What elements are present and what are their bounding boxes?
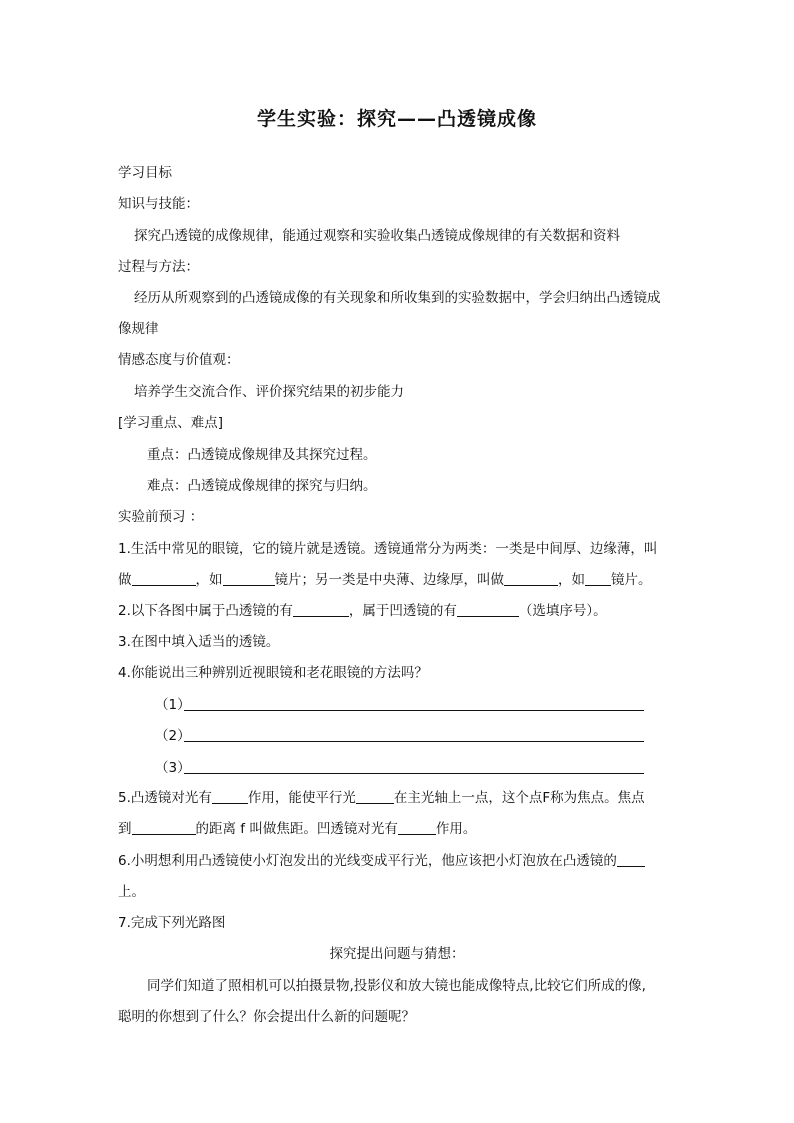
q4-item-label-2: （2） (155, 728, 191, 744)
q2-text-b: ，属于凹透镜的有 (348, 603, 457, 619)
q1-text-d: ，如 (558, 572, 585, 588)
q5-text-a: 5.凸透镜对光有 (118, 790, 212, 806)
q5-text-c: 在主光轴上一点，这个点F称为焦点。焦点 (393, 790, 645, 806)
explore-heading: 探究提出问题与猜想： (329, 946, 465, 962)
question-4: 4.你能说出三种辨别近视眼镜和老花眼镜的方法吗？ (118, 665, 428, 681)
answer-blank[interactable] (132, 571, 196, 586)
q1-text-a: 做 (118, 572, 132, 588)
q4-answer-line-3[interactable] (184, 773, 644, 774)
knowledge-heading: 知识与技能： (118, 196, 199, 212)
document-title: 学生实验：探究——凸透镜成像 (256, 108, 537, 130)
answer-blank[interactable] (212, 789, 248, 804)
keypoint-text: 重点：凸透镜成像规律及其探究过程。 (147, 447, 377, 463)
answer-blank[interactable] (504, 571, 558, 586)
process-heading: 过程与方法： (118, 259, 199, 275)
q6-text: 6.小明想利用凸透镜使小灯泡发出的光线变成平行光，他应该把小灯泡放在凸透镜的 (118, 853, 617, 869)
question-6-line-2: 上。 (118, 884, 145, 900)
answer-blank[interactable] (223, 571, 275, 586)
q1-text-b: ，如 (195, 572, 223, 588)
q4-answer-line-2[interactable] (184, 741, 644, 742)
goal-heading: 学习目标 (118, 165, 172, 181)
q4-item-label-3: （3） (155, 760, 191, 776)
q5-text-d: 到 (118, 821, 132, 837)
q5-text-f: 作用。 (435, 821, 477, 837)
q1-text-c: 镜片；另一类是中央薄、边缘厚，叫做 (274, 572, 504, 588)
question-5-line-1 (118, 789, 645, 807)
answer-blank[interactable] (457, 602, 519, 617)
explore-text-2: 聪明的你想到了什么？你会提出什么新的问题呢？ (118, 1009, 415, 1025)
answer-blank[interactable] (585, 571, 611, 586)
emotion-text: 培养学生交流合作、评价探究结果的初步能力 (134, 384, 404, 400)
q4-answer-line-1[interactable] (184, 710, 644, 711)
question-5-line-2 (118, 820, 476, 838)
answer-blank[interactable] (617, 852, 645, 867)
process-text-1: 经历从所观察到的凸透镜成像的有关现象和所收集到的实验数据中，学会归纳出凸透镜成 (134, 290, 661, 306)
q5-text-b: 作用，能使平行光 (247, 790, 356, 806)
knowledge-text: 探究凸透镜的成像规律，能通过观察和实验收集凸透镜成像规律的有关数据和资料 (134, 228, 620, 244)
question-2 (118, 602, 607, 620)
question-3: 3.在图中填入适当的透镜。 (118, 634, 280, 650)
process-text-2: 像规律 (118, 321, 159, 337)
answer-blank[interactable] (293, 602, 349, 617)
question-1-line-1: 1.生活中常见的眼镜，它的镜片就是透镜。透镜通常分为两类：一类是中间厚、边缘薄，叫 (118, 541, 658, 557)
keypoints-heading: [学习重点、难点] (118, 415, 224, 431)
answer-blank[interactable] (398, 820, 436, 835)
q2-text-c: （选填序号）。 (518, 603, 607, 619)
question-7: 7.完成下列光路图 (118, 915, 226, 931)
answer-blank[interactable] (356, 789, 394, 804)
emotion-heading: 情感态度与价值观： (118, 352, 240, 368)
q5-text-e: 的距离 f 叫做焦距。凹透镜对光有 (195, 821, 398, 837)
difficulty-text: 难点：凸透镜成像规律的探究与归纳。 (147, 478, 377, 494)
q2-text-a: 2.以下各图中属于凸透镜的有 (118, 603, 293, 619)
q4-item-label-1: （1） (155, 697, 191, 713)
question-1-line-2 (118, 571, 652, 589)
answer-blank[interactable] (132, 820, 196, 835)
question-6-line-1 (118, 852, 645, 870)
explore-text-1: 同学们知道了照相机可以拍摄景物,投影仪和放大镜也能成像特点,比较它们所成的像, (147, 978, 646, 994)
preview-heading: 实验前预习 ： (118, 509, 204, 525)
q1-text-e: 镜片。 (611, 572, 652, 588)
